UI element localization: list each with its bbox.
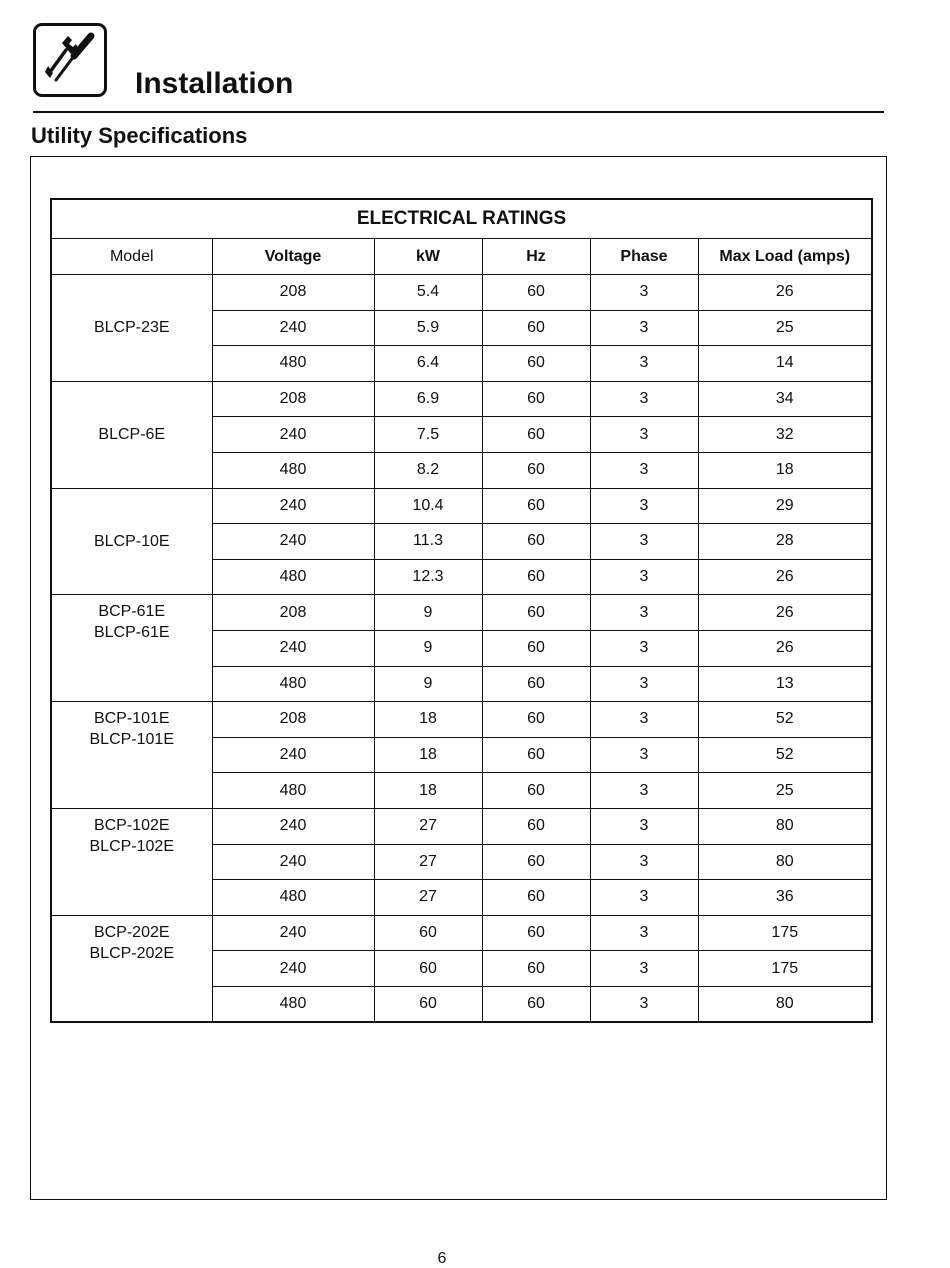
column-header-voltage: Voltage — [212, 239, 374, 275]
hz-cell: 60 — [482, 844, 590, 880]
model-name: BLCP-101E — [89, 731, 174, 749]
phase-cell: 3 — [590, 951, 698, 987]
phase-cell: 3 — [590, 559, 698, 595]
hz-cell: 60 — [482, 452, 590, 488]
max-load-cell: 80 — [698, 844, 872, 880]
voltage-cell: 480 — [212, 666, 374, 702]
kw-cell: 9 — [374, 630, 482, 666]
voltage-cell: 240 — [212, 844, 374, 880]
kw-cell: 27 — [374, 844, 482, 880]
kw-cell: 9 — [374, 595, 482, 631]
kw-cell: 60 — [374, 951, 482, 987]
voltage-cell: 480 — [212, 452, 374, 488]
column-header-model: Model — [51, 239, 212, 275]
table-row — [51, 915, 872, 951]
kw-cell: 6.9 — [374, 381, 482, 417]
model-name: BLCP-10E — [93, 532, 170, 550]
model-name: BCP-61E — [98, 603, 166, 621]
hz-cell: 60 — [482, 559, 590, 595]
model-cell — [51, 488, 212, 595]
voltage-cell: 240 — [212, 737, 374, 773]
model-name: BCP-101E — [93, 710, 170, 728]
max-load-cell: 32 — [698, 417, 872, 453]
phase-cell: 3 — [590, 346, 698, 382]
model-name: BCP-102E — [93, 816, 170, 834]
voltage-cell: 240 — [212, 488, 374, 524]
max-load-cell: 52 — [698, 737, 872, 773]
model-cell — [51, 275, 212, 382]
kw-cell: 18 — [374, 773, 482, 809]
voltage-cell: 480 — [212, 559, 374, 595]
max-load-cell: 52 — [698, 702, 872, 738]
model-cell — [51, 595, 212, 702]
voltage-cell: 208 — [212, 275, 374, 311]
section-subtitle: Utility Specifications — [31, 123, 248, 148]
max-load-cell: 26 — [698, 595, 872, 631]
page-title: Installation — [135, 67, 294, 100]
max-load-cell: 26 — [698, 630, 872, 666]
phase-cell: 3 — [590, 844, 698, 880]
table-row — [51, 808, 872, 844]
voltage-cell: 208 — [212, 595, 374, 631]
max-load-cell: 25 — [698, 310, 872, 346]
model-name: BLCP-202E — [89, 944, 174, 962]
kw-cell: 10.4 — [374, 488, 482, 524]
kw-cell: 18 — [374, 702, 482, 738]
electrical-ratings-table — [50, 198, 873, 1023]
voltage-cell: 240 — [212, 915, 374, 951]
model-name: BLCP-23E — [93, 319, 170, 337]
voltage-cell: 240 — [212, 310, 374, 346]
voltage-cell: 480 — [212, 346, 374, 382]
voltage-cell: 480 — [212, 773, 374, 809]
max-load-cell: 28 — [698, 524, 872, 560]
column-header-max-load: Max Load (amps) — [698, 239, 872, 275]
table-row — [51, 381, 872, 417]
title-divider — [33, 111, 884, 113]
hz-cell: 60 — [482, 310, 590, 346]
phase-cell: 3 — [590, 915, 698, 951]
kw-cell: 18 — [374, 737, 482, 773]
kw-cell: 60 — [374, 986, 482, 1022]
kw-cell: 60 — [374, 915, 482, 951]
hz-cell: 60 — [482, 275, 590, 311]
phase-cell: 3 — [590, 417, 698, 453]
column-header-kw: kW — [374, 239, 482, 275]
model-cell — [51, 702, 212, 809]
kw-cell: 8.2 — [374, 452, 482, 488]
hz-cell: 60 — [482, 630, 590, 666]
phase-cell: 3 — [590, 986, 698, 1022]
voltage-cell: 240 — [212, 524, 374, 560]
max-load-cell: 36 — [698, 880, 872, 916]
wrench-screwdriver-icon — [33, 23, 107, 97]
voltage-cell: 240 — [212, 951, 374, 987]
max-load-cell: 34 — [698, 381, 872, 417]
kw-cell: 6.4 — [374, 346, 482, 382]
max-load-cell: 14 — [698, 346, 872, 382]
max-load-cell: 18 — [698, 452, 872, 488]
table-row — [51, 275, 872, 311]
voltage-cell: 208 — [212, 702, 374, 738]
voltage-cell: 480 — [212, 880, 374, 916]
hz-cell: 60 — [482, 346, 590, 382]
phase-cell: 3 — [590, 524, 698, 560]
hz-cell: 60 — [482, 880, 590, 916]
kw-cell: 27 — [374, 808, 482, 844]
kw-cell: 5.4 — [374, 275, 482, 311]
hz-cell: 60 — [482, 381, 590, 417]
phase-cell: 3 — [590, 773, 698, 809]
hz-cell: 60 — [482, 595, 590, 631]
model-name: BLCP-6E — [98, 426, 166, 444]
phase-cell: 3 — [590, 310, 698, 346]
max-load-cell: 26 — [698, 275, 872, 311]
hz-cell: 60 — [482, 702, 590, 738]
table-body — [51, 275, 872, 1023]
phase-cell: 3 — [590, 630, 698, 666]
page-number: 6 — [437, 1250, 447, 1267]
phase-cell: 3 — [590, 880, 698, 916]
kw-cell: 12.3 — [374, 559, 482, 595]
kw-cell: 7.5 — [374, 417, 482, 453]
kw-cell: 5.9 — [374, 310, 482, 346]
kw-cell: 27 — [374, 880, 482, 916]
phase-cell: 3 — [590, 666, 698, 702]
table-row — [51, 595, 872, 631]
voltage-cell: 480 — [212, 986, 374, 1022]
voltage-cell: 240 — [212, 630, 374, 666]
hz-cell: 60 — [482, 524, 590, 560]
phase-cell: 3 — [590, 275, 698, 311]
phase-cell: 3 — [590, 488, 698, 524]
column-header-hz: Hz — [482, 239, 590, 275]
max-load-cell: 80 — [698, 808, 872, 844]
kw-cell: 9 — [374, 666, 482, 702]
kw-cell: 11.3 — [374, 524, 482, 560]
voltage-cell: 208 — [212, 381, 374, 417]
max-load-cell: 25 — [698, 773, 872, 809]
model-name: BLCP-61E — [93, 624, 170, 642]
phase-cell: 3 — [590, 595, 698, 631]
model-cell — [51, 915, 212, 1022]
hz-cell: 60 — [482, 986, 590, 1022]
table-caption: ELECTRICAL RATINGS — [51, 199, 872, 239]
hz-cell: 60 — [482, 915, 590, 951]
phase-cell: 3 — [590, 737, 698, 773]
model-name: BLCP-102E — [89, 837, 174, 855]
max-load-cell: 29 — [698, 488, 872, 524]
hz-cell: 60 — [482, 951, 590, 987]
hz-cell: 60 — [482, 488, 590, 524]
phase-cell: 3 — [590, 381, 698, 417]
hz-cell: 60 — [482, 417, 590, 453]
max-load-cell: 26 — [698, 559, 872, 595]
voltage-cell: 240 — [212, 417, 374, 453]
table-row — [51, 488, 872, 524]
tools-icon-graphic — [36, 26, 104, 94]
max-load-cell: 175 — [698, 915, 872, 951]
voltage-cell: 240 — [212, 808, 374, 844]
hz-cell: 60 — [482, 773, 590, 809]
hz-cell: 60 — [482, 737, 590, 773]
phase-cell: 3 — [590, 452, 698, 488]
hz-cell: 60 — [482, 666, 590, 702]
max-load-cell: 80 — [698, 986, 872, 1022]
model-cell — [51, 808, 212, 915]
column-header-phase: Phase — [590, 239, 698, 275]
max-load-cell: 13 — [698, 666, 872, 702]
model-name: BCP-202E — [93, 923, 170, 941]
max-load-cell: 175 — [698, 951, 872, 987]
table-row — [51, 702, 872, 738]
phase-cell: 3 — [590, 702, 698, 738]
phase-cell: 3 — [590, 808, 698, 844]
hz-cell: 60 — [482, 808, 590, 844]
model-cell — [51, 381, 212, 488]
